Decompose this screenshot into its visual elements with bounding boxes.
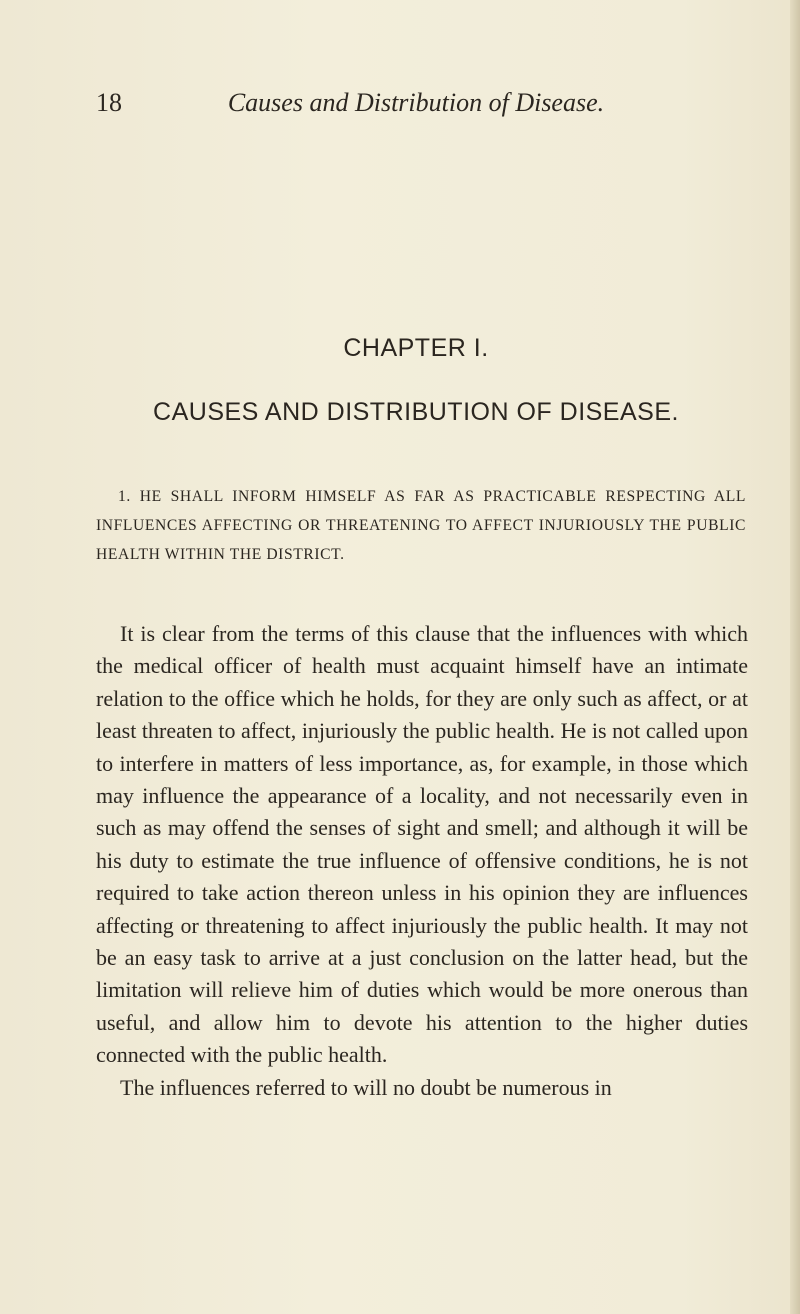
paragraph: The influences referred to will no doubt be numerous in xyxy=(120,1074,612,1100)
chapter-label: CHAPTER I. xyxy=(343,334,489,362)
running-head xyxy=(96,88,736,124)
chapter-title: CAUSES AND DISTRIBUTION OF DISEASE. xyxy=(153,398,679,426)
clause-text: 1. HE SHALL INFORM HIMSELF AS FAR AS PRACTICABLE RESPECTING ALL INFLUENCES AFFECTING OR THREATENING TO AFFECT INJURIOUSLY THE PUBLIC HEALTH WITHIN THE DISTRICT. xyxy=(96,488,746,563)
page-edge xyxy=(790,0,800,1314)
running-head-title: Causes and Distribution of Disease. xyxy=(227,88,605,117)
page-number: 18 xyxy=(96,88,122,117)
paragraph: It is clear from the terms of this clause that the influences with which the medical officer of health must acquaint himself have an intimate relation to the office which he holds, for they are only such as affect, or at least threaten to affect, injuriously the public health. He is not called upon to interfere in matters of less importance, as, for example, in those which may influence the appearance of a locality, and not necessarily even in such as may offend the senses of sight and smell; and although it will be his duty to estimate the true influence of offensive conditions, he is not required to take action thereon unless in his opinion they are influences affecting or threatening to affect injuriously the public health. It may not be an easy task to arrive at a just conclusion on the latter head, but the limitation will relieve him of duties which would be more onerous than useful, and allow him to devote his attention to the higher duties connected with the public health. xyxy=(96,621,748,1068)
body-text xyxy=(96,618,748,1104)
